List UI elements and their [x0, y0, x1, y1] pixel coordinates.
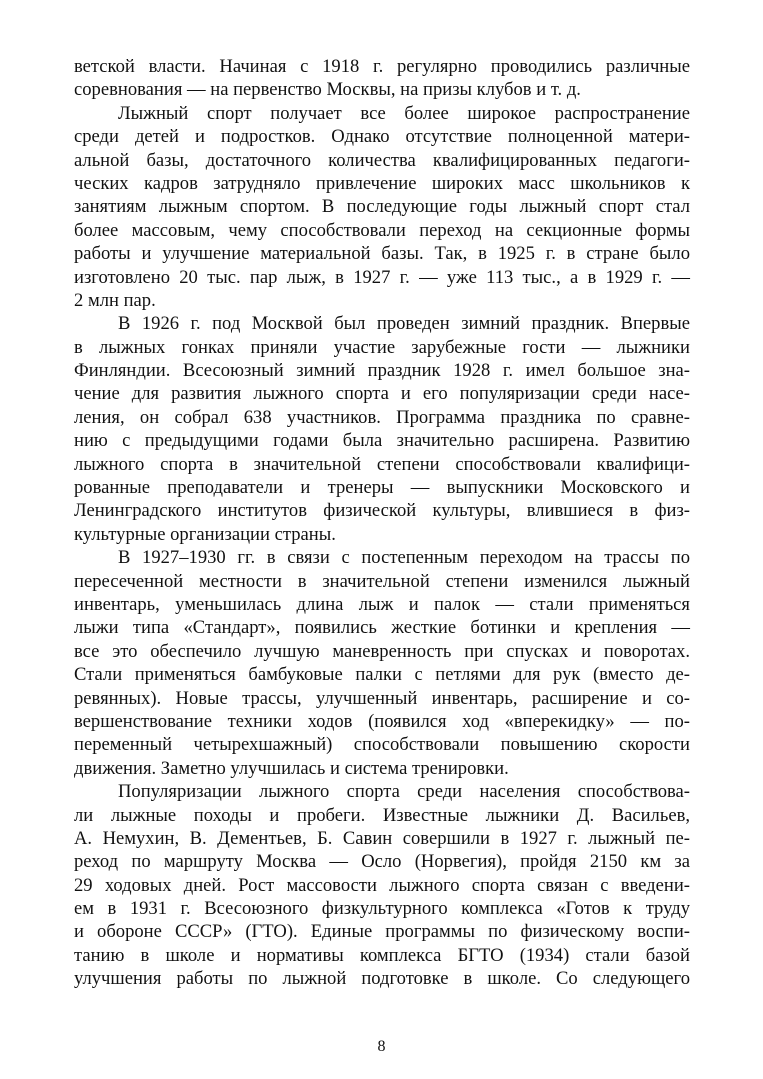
- paragraph-1: [74, 55, 690, 102]
- page-number: 8: [377, 1038, 386, 1055]
- text-line: в лыжных гонках приняли участие зарубежные гости — лыжники: [74, 336, 690, 358]
- text-line: пересеченной местности в значительной степени изменился лыжный: [74, 570, 690, 592]
- text-line: Ленинградского институтов физической культуры, влившиеся в физ-: [74, 500, 690, 522]
- paragraph-2: [74, 102, 690, 313]
- text-line: чение для развития лыжного спорта и его популяризации среди насе-: [74, 383, 690, 405]
- text-line: инвентарь, уменьшилась длина лыж и палок — стали применяться: [74, 593, 690, 615]
- text-line: переменный четырехшажный) способствовали повышению скорости: [74, 734, 690, 756]
- text-line: ческих кадров затрудняло привлечение широких масс школьников к: [74, 172, 690, 194]
- text-line: ления, он собрал 638 участников. Программа праздника по сравне-: [74, 406, 690, 428]
- paragraph-3: [74, 312, 690, 546]
- text-line: работы и улучшение материальной базы. Так, в 1925 г. в стране было: [74, 243, 690, 265]
- text-line: реход по маршруту Москва — Осло (Норвегия), пройдя 2150 км за: [74, 851, 690, 873]
- text-line: ли лыжные походы и пробеги. Известные лыжники Д. Васильев,: [74, 804, 690, 826]
- text-line: соревнования — на первенство Москвы, на призы клубов и т. д.: [74, 79, 581, 101]
- text-line: ем в 1931 г. Всесоюзного физкультурного комплекса «Готов к труду: [74, 898, 690, 920]
- text-line: и обороне СССР» (ГТО). Единые программы по физическому воспи-: [74, 921, 690, 943]
- text-line: Стали применяться бамбуковые палки с петлями для рук (вместо де-: [74, 664, 690, 686]
- text-line: лыжи типа «Стандарт», появились жесткие ботинки и крепления —: [74, 617, 690, 639]
- text-line: Лыжный спорт получает все более широкое распространение: [118, 102, 690, 124]
- text-line: изготовлено 20 тыс. пар лыж, в 1927 г. — уже 113 тыс., а в 1929 г. —: [74, 266, 690, 288]
- paragraph-4: [74, 546, 690, 780]
- text-line: рованные преподаватели и тренеры — выпускники Московского и: [74, 477, 690, 499]
- text-line: В 1927–1930 гг. в связи с постепенным переходом на трассы по: [118, 547, 690, 569]
- text-line: более массовым, чему способствовали переход на секционные формы: [74, 219, 690, 241]
- text-line: танию в школе и нормативы комплекса БГТО (1934) стали базой: [74, 944, 690, 966]
- paragraph-5: [74, 780, 690, 991]
- text-line: Популяризации лыжного спорта среди населения способствова-: [118, 781, 690, 803]
- text-line: культурные организации страны.: [74, 523, 336, 545]
- body-text: [74, 55, 690, 991]
- text-line: движения. Заметно улучшилась и система тренировки.: [74, 757, 509, 779]
- text-line: нию с предыдущими годами была значительно расширена. Развитию: [74, 430, 690, 452]
- text-line: улучшения работы по лыжной подготовке в школе. Со следующего: [74, 968, 690, 990]
- text-line: Финляндии. Всесоюзный зимний праздник 1928 г. имел большое зна-: [74, 360, 690, 382]
- text-line: альной базы, достаточного количества квалифицированных педагоги-: [74, 149, 690, 171]
- text-line: лыжного спорта в значительной степени способствовали квалифици-: [74, 453, 690, 475]
- text-line: среди детей и подростков. Однако отсутствие полноценной матери-: [74, 126, 690, 148]
- text-line: все это обеспечило лучшую маневренность при спусках и поворотах.: [74, 640, 690, 662]
- text-line: В 1926 г. под Москвой был проведен зимний праздник. Впервые: [118, 313, 690, 335]
- text-line: А. Немухин, В. Дементьев, Б. Савин совершили в 1927 г. лыжный пе-: [74, 827, 690, 849]
- text-line: вершенствование техники ходов (появился ход «вперекидку» — по-: [74, 710, 690, 732]
- text-line: ревянных). Новые трассы, улучшенный инвентарь, расширение и со-: [74, 687, 690, 709]
- text-line: ветской власти. Начиная с 1918 г. регулярно проводились различные: [74, 56, 690, 77]
- text-line: 29 ходовых дней. Рост массовости лыжного спорта связан с введени-: [74, 874, 690, 896]
- text-line: 2 млн пар.: [74, 289, 156, 311]
- text-line: занятиям лыжным спортом. В последующие годы лыжный спорт стал: [74, 196, 690, 218]
